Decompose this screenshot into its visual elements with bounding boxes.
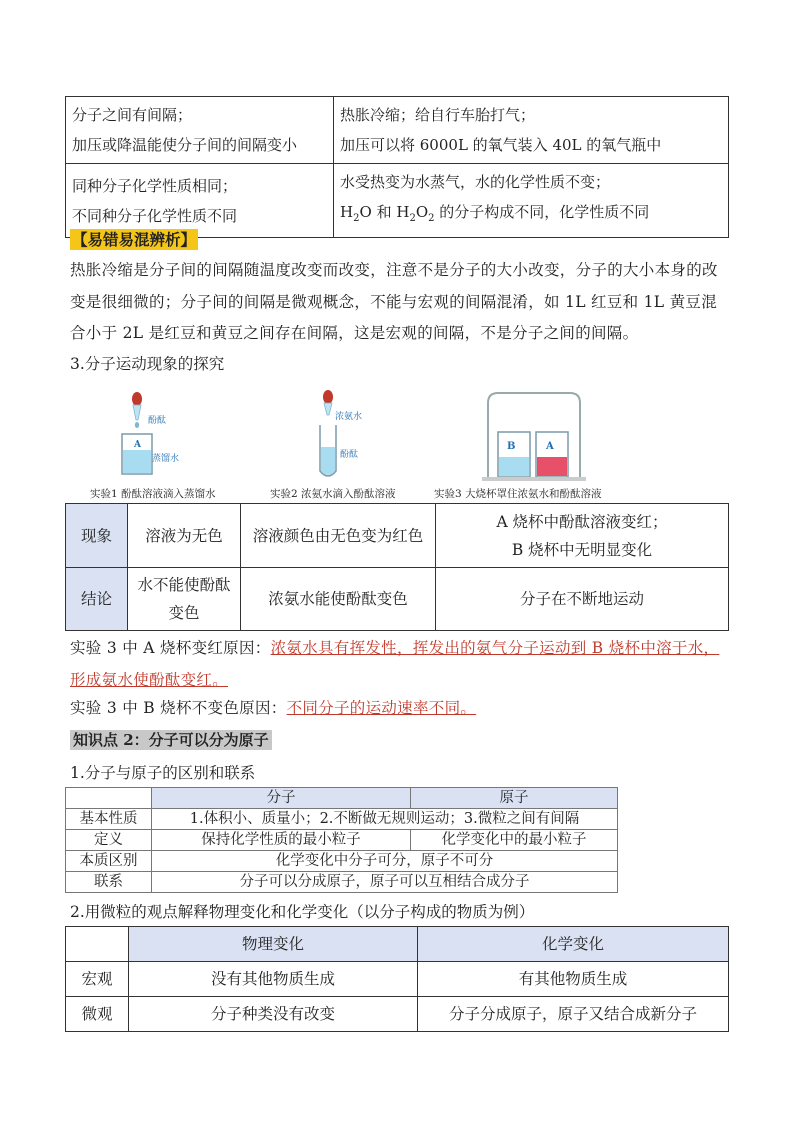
drop [135,422,139,428]
experiment-3 [434,393,602,499]
beaker-a3-liquid [537,457,567,476]
table-cell: 1.体积小、质量小；2.不断做无规则运动；3.微粒之间有间隔 [152,809,618,830]
row-header: 基本性质 [66,809,152,830]
formula-h2o [340,203,372,224]
caption-3: 实验3 大烧杯罩住浓氨水和酚酞溶液 [434,488,602,499]
formula-sub: 2 [428,213,435,224]
caption-2: 实验2 浓氨水滴入酚酞溶液 [270,488,396,499]
table-header-row [66,927,729,962]
dropper-tube [133,405,141,420]
table-cell: 分子在不断地运动 [436,568,729,631]
table-row [66,830,618,851]
explanation-paragraph: 热胀冷缩是分子间的间隔随温度改变而改变，注意不是分子的大小改变，分子的大小本身的改变是很细微的；分子间的间隔是微观概念，不能与宏观的间隔混淆，如 1L 红豆和 1L 黄豆混合小于 2L 是红豆和黄豆之间存在间隔，这是宏观的间隔，不是分子之间的间隔。 [70,261,718,342]
table-row [66,872,618,893]
cell-line: 热胀冷缩；给自行车胎打气； [340,106,536,124]
cell-line: A 烧杯中酚酞溶液变红； [496,512,668,531]
label-b: B [507,441,516,452]
section-tag-wrap [70,228,198,250]
beaker-b-liquid [499,457,529,476]
row-header: 微观 [66,997,129,1032]
cell-line: B 烧杯中无明显变化 [511,540,653,559]
cell-line: 水受热变为水蒸气，水的化学性质不变； [340,173,611,191]
table-header-row [66,788,618,809]
and-word: 和 [376,203,392,221]
dropper-bulb [132,392,142,406]
exp3-a-reason [70,633,730,696]
cell-line: 变色 [168,604,200,622]
table-cell: 有其他物质生成 [418,962,729,997]
formula-part: O [359,203,372,221]
table-row [66,809,618,830]
experiment-2 [270,390,396,499]
table-cell: 分子可以分成原子，原子可以互相结合成分子 [152,872,618,893]
formula-part: O [415,203,429,221]
table-row [66,568,729,631]
table-cell: 化学变化中的最小粒子 [411,830,618,851]
experiment-result-table [65,503,729,631]
formula-sub: 2 [409,213,416,224]
label-a3: A [546,441,554,452]
tube-liquid [321,447,335,475]
header-physical: 物理变化 [129,927,418,962]
particle-property-table [65,96,729,238]
header-chemical: 化学变化 [418,927,729,962]
table-cell: 浓氨水能使酚酞变色 [241,568,436,631]
header-cell [66,927,129,962]
base-plate [482,477,586,481]
formula-line [340,197,722,234]
caption-1: 实验1 酚酞溶液滴入蒸馏水 [90,488,216,499]
table-row [66,851,618,872]
table-cell [334,164,729,238]
table-cell: 没有其他物质生成 [129,962,418,997]
cell-line: 加压或降温能使分子间的间隔变小 [72,136,298,154]
formula-h2o2 [396,203,435,224]
row-header: 宏观 [66,962,129,997]
beaker-liquid [123,450,151,473]
change-table [65,926,729,1032]
heading-3: 3.分子运动现象的探究 [70,355,225,373]
label-a: A [134,440,141,450]
table-cell: 分子种类没有改变 [129,997,418,1032]
table-row [66,97,729,164]
cell-line: 水不能使酚酞 [137,576,231,594]
table-row [66,962,729,997]
table-row [66,997,729,1032]
experiment-svg [70,387,730,499]
kp2-wrap [70,729,272,750]
table-cell [436,504,729,568]
cell-line: 不同种分子化学性质不同 [72,206,238,225]
table-cell: 溶液为无色 [128,504,241,568]
experiment-1 [90,392,216,499]
label-phenolphthalein: 酚酞 [340,450,359,460]
heading-molecule-atom: 1.分子与原子的区别和联系 [70,764,256,782]
label-water: 蒸馏水 [152,454,180,464]
exp3-b-answer: 不同分子的运动速率不同。 [286,699,477,717]
heading-change: 2.用微粒的观点解释物理变化和化学变化（以分子构成的物质为例） [70,903,535,921]
row-header-phenomenon: 现象 [66,504,128,568]
molecule-atom-table [65,787,618,893]
table-cell [128,568,241,631]
table-cell [66,164,334,238]
header-molecule: 分子 [152,788,411,809]
header-cell [66,788,152,809]
formula-part: H [340,203,354,221]
header-atom: 原子 [411,788,618,809]
formula-sub: 2 [353,213,360,224]
cell-line: 同种分子化学性质相同； [72,176,238,195]
table-cell: 溶液颜色由无色变为红色 [241,504,436,568]
cell-text: 的分子构成不同，化学性质不同 [439,203,650,221]
dropper-bulb [323,390,333,404]
row-header: 定义 [66,830,152,851]
table-cell: 分子分成原子，原子又结合成新分子 [418,997,729,1032]
formula-part: H [396,203,410,221]
label-phenolphthalein: 酚酞 [148,416,167,426]
cell-line: 加压可以将 6000L 的氧气装入 40L 的氧气瓶中 [340,136,662,154]
row-header: 联系 [66,872,152,893]
label-ammonia: 浓氨水 [335,412,363,422]
table-cell [334,97,729,164]
dropper-tube [324,403,332,415]
table-row [66,164,729,238]
section-tag: 【易错易混辨析】 [72,230,197,249]
row-header-conclusion: 结论 [66,568,128,631]
exp3-b-reason [70,693,730,725]
exp3-a-prefix: 实验 3 中 A 烧杯变红原因： [70,639,271,657]
row-header: 本质区别 [66,851,152,872]
experiment-figure [70,387,730,499]
knowledge-point-2: 知识点 2：分子可以分为原子 [70,730,272,750]
exp3-a-answer: 浓氨水具有挥发性，挥发出的氨气分子运动到 B 烧杯中溶于水，形成氨水使酚酞变红。 [70,639,720,689]
exp3-b-prefix: 实验 3 中 B 烧杯不变色原因： [70,699,287,717]
cell-line: 分子之间有间隔； [72,106,193,124]
table-cell: 化学变化中分子可分，原子不可分 [152,851,618,872]
table-cell: 保持化学性质的最小粒子 [152,830,411,851]
table-row [66,504,729,568]
table-cell [66,97,334,164]
